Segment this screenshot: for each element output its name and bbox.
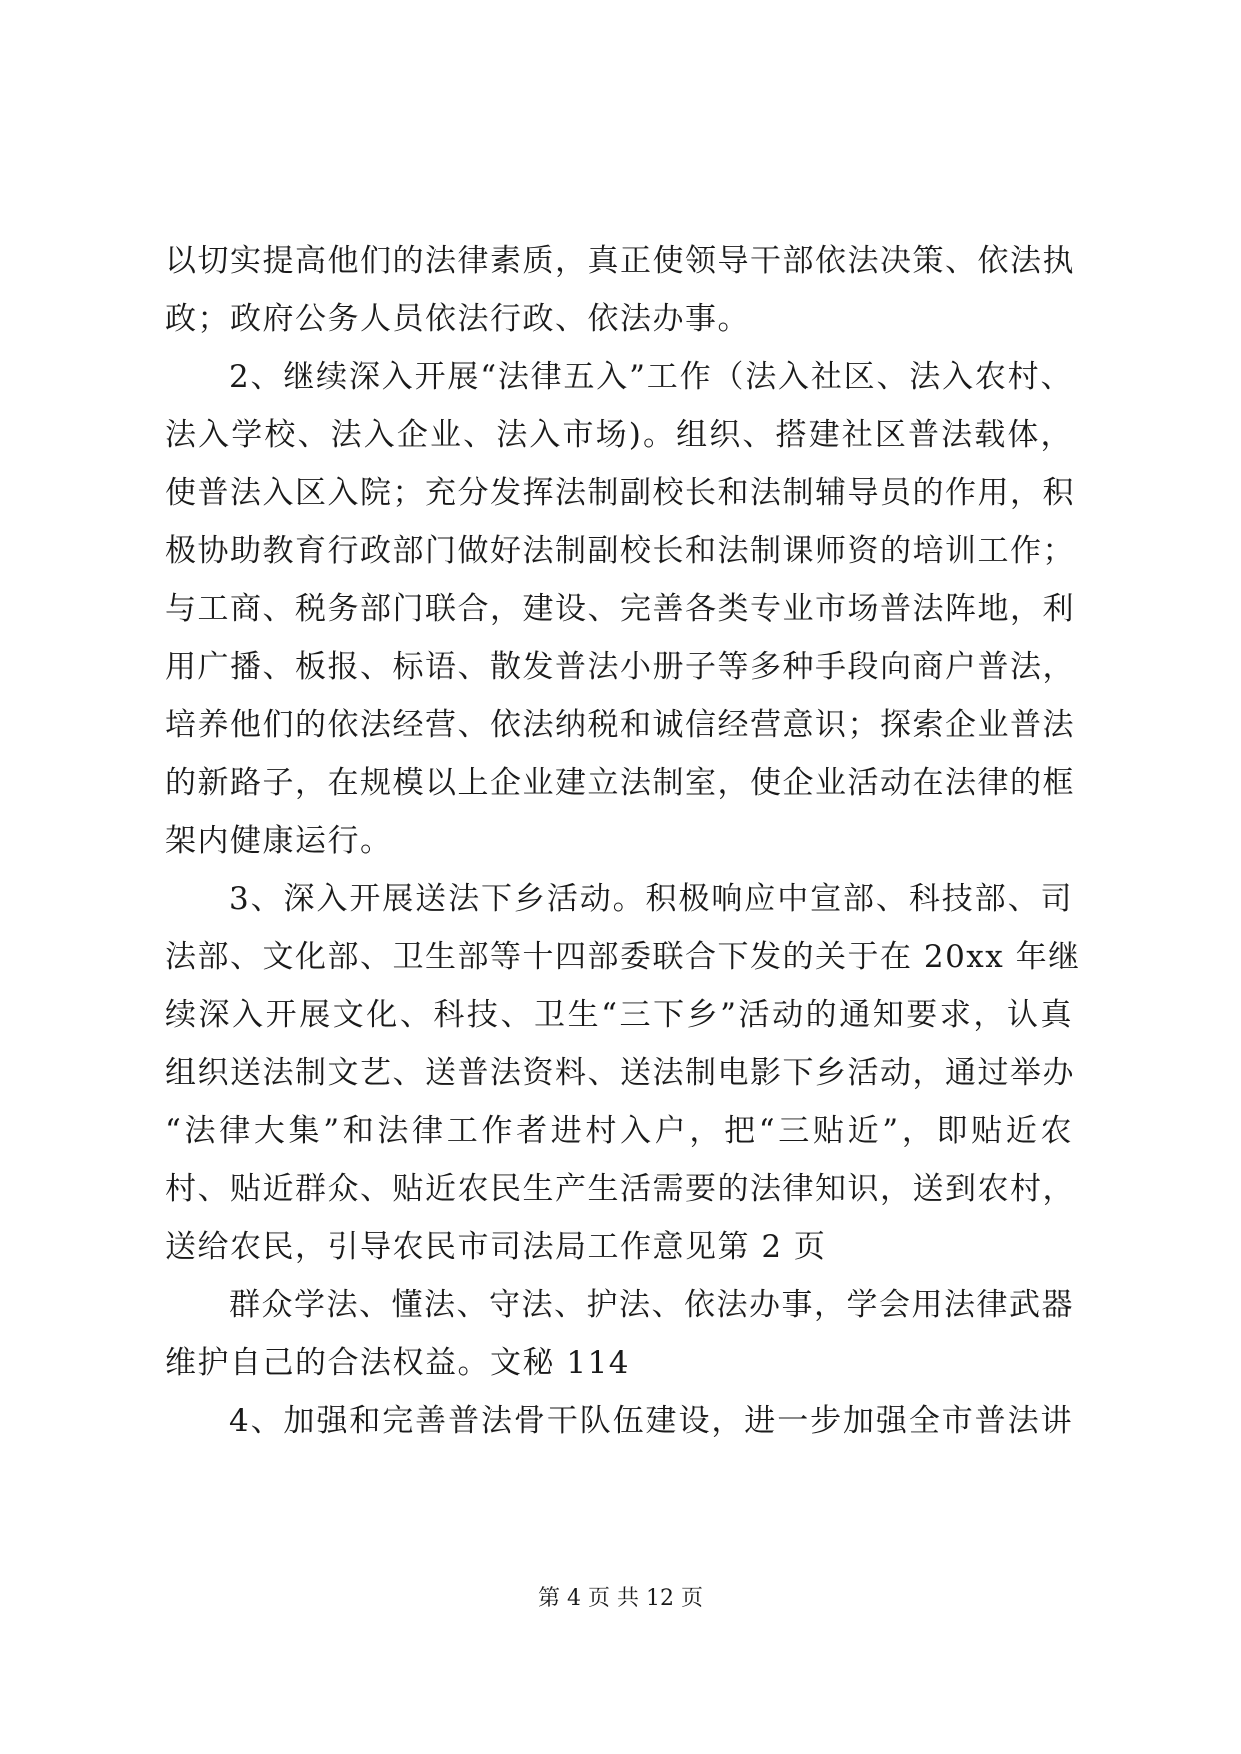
text-line: 维护自己的合法权益。文秘 114 [165,1345,631,1381]
text-line: 架内健康运行。 [165,823,393,859]
text-line: 与工商、税务部门联合，建设、完善各类专业市场普法阵地，利 [165,591,1075,627]
text-line: 法入学校、法入企业、法入市场)。组织、搭建社区普法载体， [165,417,1073,453]
text-line: 续深入开展文化、科技、卫生“三下乡”活动的通知要求，认真 [165,997,1073,1033]
text-line: 送给农民，引导农民市司法局工作意见第 2 页 [165,1229,827,1265]
text-line: 用广播、板报、标语、散发普法小册子等多种手段向商户普法， [165,649,1075,685]
text-line: 3、深入开展送法下乡活动。积极响应中宣部、科技部、司 [229,881,1073,917]
text-line: 村、贴近群众、贴近农民生产生活需要的法律知识，送到农村， [165,1171,1075,1207]
text-line: 法部、文化部、卫生部等十四部委联合下发的关于在 20xx 年继 [165,939,1081,975]
text-line: 2、继续深入开展“法律五入”工作（法入社区、法入农村、 [229,359,1073,395]
text-line: 使普法入区入院；充分发挥法制副校长和法制辅导员的作用，积 [165,475,1075,511]
text-line: 以切实提高他们的法律素质，真正使领导干部依法决策、依法执 [165,243,1075,279]
text-line: 培养他们的依法经营、依法纳税和诚信经营意识；探索企业普法 [165,707,1075,743]
page-footer: 第 4 页 共 12 页 [538,1586,703,1611]
text-line: 4、加强和完善普法骨干队伍建设，进一步加强全市普法讲 [229,1403,1073,1439]
text-line: 极协助教育行政部门做好法制副校长和法制课师资的培训工作； [165,533,1075,569]
text-line: “法律大集”和法律工作者进村入户，把“三贴近”，即贴近农 [165,1113,1073,1149]
text-line: 组织送法制文艺、送普法资料、送法制电影下乡活动，通过举办 [165,1055,1075,1091]
text-line: 的新路子，在规模以上企业建立法制室，使企业活动在法律的框 [165,765,1075,801]
document-body [165,232,1081,1450]
text-line: 政；政府公务人员依法行政、依法办事。 [165,301,750,337]
text-line: 群众学法、懂法、守法、护法、依法办事，学会用法律武器 [229,1287,1074,1323]
